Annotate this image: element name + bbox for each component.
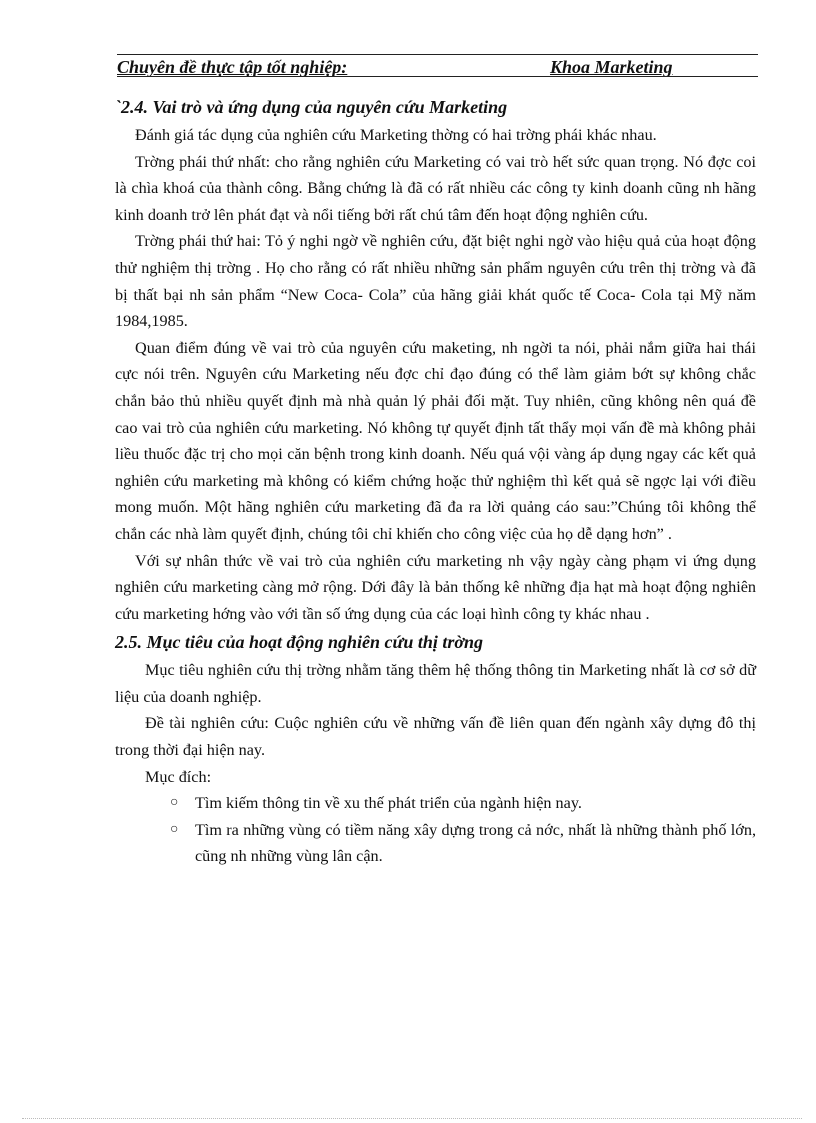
section-2-4-paragraph-3: Trờng phái thứ hai: Tỏ ý nghi ngờ về nghiên cứu, đặt biệt nghi ngờ vào hiệu quả của hoạt động thử nghiệm thị trờng . Họ cho rằng có rất nhiều những sản phẩm nguyên cứu trên thị trờng và đã bị thất bại nh sản phẩm “New Coca- Cola” của hãng giải khát quốc tế Coca- Cola tại Mỹ năm 1984,1985. [115,232,756,331]
header-rule-bottom [117,76,758,77]
document-body [115,92,756,870]
list-item-text: Tìm kiếm thông tin về xu thế phát triển của ngành hiện nay. [195,794,582,813]
section-2-5-heading: 2.5. Mục tiêu của hoạt động nghiên cứu thị trờng [115,632,484,653]
list-item-text: Tìm ra những vùng có tiềm năng xây dựng trong cả nớc, nhất là những thành phố lớn, cũng nh những vùng lân cận. [195,820,756,866]
header-rule-top [117,54,758,55]
circle-bullet-icon: ○ [170,821,179,837]
header-right-title: Khoa Marketing [550,57,673,77]
section-2-5-paragraph-1: Mục tiêu nghiên cứu thị trờng nhằm tăng thêm hệ thống thông tin Marketing nhất là cơ sở dữ liệu của doanh nghiệp. [115,661,756,706]
list-item [170,790,756,817]
circle-bullet-icon: ○ [170,795,179,811]
list-item [170,817,756,870]
purpose-label: Mục đích: [145,767,212,786]
section-2-5-paragraph-2: Đề tài nghiên cứu: Cuộc nghiên cứu về những vấn đề liên quan đến ngành xây dựng đô thị trong thời đại hiện nay. [115,714,756,760]
header-left-title: Chuyên đề thực tập tốt nghiệp: [117,57,348,77]
section-2-4-paragraph-5: Với sự nhân thức về vai trò của nghiên cứu marketing nh vậy ngày càng phạm vi ứng dụng nghiên cứu marketing càng mở rộng. Dới đây là bản thống kê những địa hạt mà hoạt động nghiên cứu marketing hớng vào với tần số ứng dụng của các loại hình công ty khác nhau . [115,551,756,623]
section-2-4-paragraph-4: Quan điểm đúng về vai trò của nguyên cứu maketing, nh ngời ta nói, phải nắm giữa hai thái cực nói trên. Nguyên cứu Marketing nếu đợc chỉ đạo đúng có thể làm giảm bớt sự không chắc chắn bảo thủ nhiều quyết định mà nhà quản lý phải đối mặt. Tuy nhiên, cũng không nên quá đề cao vai trò của nghiên cứu marketing. Nó không tự quyết định tất thẩy mọi vấn đề mà không phải liều thuốc đặc trị cho mọi căn bệnh trong kinh doanh. Nếu quá vội vàng áp dụng ngay các kết quả nghiên cứu marketing mà không có kiểm chứng hoặc thử nghiệm thì kết quả sẽ ngợc lại với điều mong muốn. Một hãng nghiên cứu marketing đã đa ra lời quảng cáo sau:”Chúng tôi không thể chắn các nhà làm quyết định, chúng tôi chỉ khiến cho công việc của họ dễ dạng hơn” . [115,338,756,543]
section-2-4-heading: `2.4. Vai trò và ứng dụng của nguyên cứu Marketing [115,97,508,117]
section-2-4-paragraph-1: Đánh giá tác dụng của nghiên cứu Marketing thờng có hai trờng phái khác nhau. [135,126,657,144]
page-bottom-border [22,1118,802,1119]
section-2-4-paragraph-2: Trờng phái thứ nhất: cho rằng nghiên cứu Marketing có vai trò hết sức quan trọng. Nó đợc coi là chìa khoá của thành công. Bằng chứng là đã có rất nhiều các công ty kinh doanh cũng nh hãng kinh doanh trở lên phát đạt và nổi tiếng bởi rất chú tâm đến hoạt động nghiên cứu. [115,152,756,224]
purpose-list [115,790,756,870]
